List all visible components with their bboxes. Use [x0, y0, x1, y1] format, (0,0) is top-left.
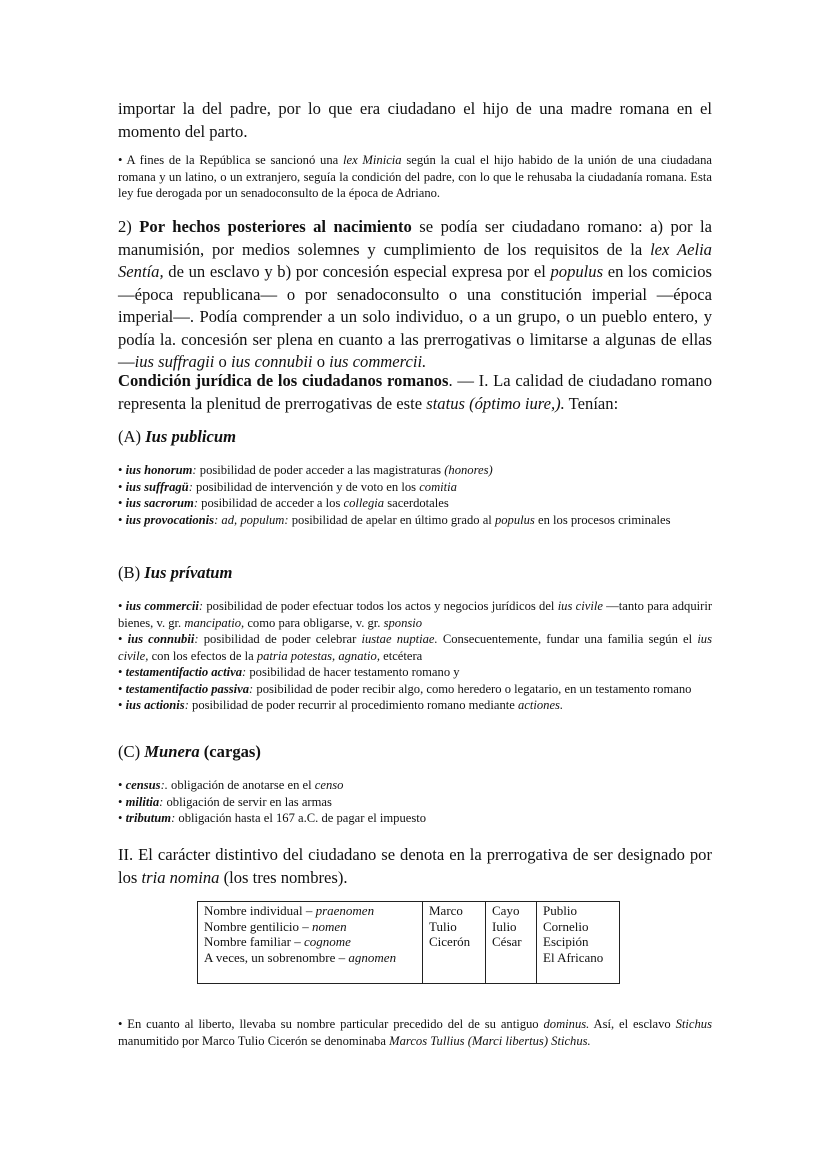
emphasis-text: agnomen — [348, 949, 397, 965]
text-run: posibilidad de hacer testamento romano y — [246, 665, 460, 679]
emphasis-text: dominus. — [543, 1017, 590, 1031]
text-run: de un esclavo y b) por concesión especial expresa por el — [163, 262, 551, 281]
table-cell-escipion — [537, 902, 620, 984]
text-run: Publio — [543, 903, 577, 918]
text-line — [204, 934, 416, 950]
heading-ius-privatum — [118, 562, 712, 584]
text-run: obligación de anotarse en el — [167, 778, 315, 792]
emphasis-text: militia — [125, 794, 160, 809]
text-run: Cayo — [492, 903, 520, 918]
emphasis-text: lex Aelia Sentía, — [118, 239, 712, 281]
text-run: Cicerón — [429, 934, 471, 949]
text-run: —tanto para adquirir bienes, v. gr. — [118, 599, 713, 630]
emphasis-text: ius provocationis — [125, 512, 215, 527]
emphasis-text: ius commercii. — [329, 352, 427, 371]
text-run: en los procesos criminales — [534, 512, 671, 527]
text-line — [543, 903, 613, 919]
text-run: Consecuentemente, fundar una familia según el — [437, 632, 698, 646]
text-line — [118, 741, 712, 763]
text-run: El Africano — [543, 949, 604, 965]
text-line — [118, 794, 712, 811]
emphasis-text: populus — [550, 262, 604, 281]
text-run: en los comicios —época republicana— o por senadoconsulto o una constitución imperial —época imperial—. Podía comprender a un solo individuo, o a un grupo, o un pueblo entero, y podía la. concesión ser plena en cuanto a las prerrogativas o limitarse a algunas de ellas — — [118, 262, 712, 371]
emphasis-text: ius sacrorum — [125, 496, 194, 510]
text-run: posibilidad de poder recibir algo, como heredero o legatario, en un testamento romano — [253, 681, 692, 696]
text-line — [118, 152, 712, 202]
note-lex-minicia — [118, 152, 712, 202]
emphasis-text: sponsio — [383, 615, 423, 630]
emphasis-text: : — [193, 496, 199, 510]
text-run: Tenían: — [564, 393, 619, 413]
text-line — [118, 1016, 712, 1049]
text-run: 2) — [118, 217, 140, 236]
heading-munera — [118, 741, 712, 763]
text-run: • — [118, 496, 126, 510]
text-run: posibilidad de poder celebrar — [198, 632, 362, 646]
text-line — [118, 512, 712, 529]
tria-nomina-table — [197, 901, 620, 984]
text-run: Marco — [429, 903, 463, 918]
text-line — [118, 495, 712, 512]
text-run: obligación de servir en las armas — [163, 794, 332, 809]
emphasis-text: ius actionis — [125, 698, 185, 712]
text-run: Nombre individual – — [204, 903, 316, 918]
text-run: • — [118, 463, 126, 477]
text-run: (los tres nombres). — [219, 867, 348, 887]
emphasis-text: :. — [160, 778, 168, 792]
emphasis-text: ius civile, — [118, 632, 713, 663]
emphasis-text: : — [249, 681, 254, 696]
text-run: • En cuanto al liberto, llevaba su nombre particular precedido del de su antiguo — [118, 1017, 544, 1031]
text-run: César — [492, 934, 522, 949]
note-liberto — [118, 1016, 712, 1049]
text-run: Iulio — [492, 918, 517, 934]
emphasis-text: : — [192, 463, 197, 477]
text-line — [118, 631, 712, 664]
text-run: o — [312, 352, 330, 371]
emphasis-text: census — [125, 778, 161, 792]
text-run: Tulio — [429, 918, 457, 934]
text-run: obligación hasta el 167 a.C. de pagar el impuesto — [175, 811, 427, 825]
text-line — [118, 479, 712, 496]
text-line — [118, 664, 712, 681]
text-run: • — [118, 632, 128, 646]
text-run: posibilidad de intervención y de voto en los — [192, 479, 420, 494]
emphasis-text: praenomen — [315, 903, 375, 918]
text-line — [543, 934, 613, 950]
text-line — [543, 919, 613, 935]
text-run: • — [118, 794, 126, 809]
table-row — [198, 902, 620, 984]
emphasis-text: ius civile — [557, 599, 603, 613]
text-run: • — [118, 811, 126, 825]
emphasis-text: : — [194, 632, 199, 646]
emphasis-text: : — [171, 811, 176, 825]
emphasis-text: ius commercii — [125, 599, 199, 613]
emphasis-text: Condición jurídica de los ciudadanos romanos — [118, 371, 449, 390]
text-line — [204, 950, 416, 966]
text-line — [118, 681, 712, 698]
text-line — [118, 777, 712, 794]
text-line — [118, 697, 712, 714]
emphasis-text: tria nomina — [141, 867, 220, 887]
emphasis-text: Por hechos posteriores al nacimiento — [139, 217, 412, 236]
text-line — [429, 919, 479, 935]
text-run: etcétera — [379, 648, 423, 663]
text-run: • — [118, 778, 126, 792]
text-run: sacerdotales — [384, 496, 449, 510]
table-cell-cesar — [486, 902, 537, 984]
text-run: . — I. La calidad de ciudadano romano representa la plenitud de prerrogativas de este — [118, 371, 712, 413]
text-run: (B) — [118, 563, 145, 582]
text-run: posibilidad de acceder a los — [198, 496, 344, 510]
text-run: • — [118, 479, 126, 494]
text-run: posibilidad de poder efectuar todos los actos y negocios jurídicos del — [203, 599, 558, 613]
text-run: A veces, un sobrenombre – — [204, 949, 349, 965]
text-run: • — [118, 512, 126, 527]
text-line — [492, 903, 530, 919]
text-run: con los efectos de la — [148, 648, 257, 663]
text-run: • A fines de la República se sancionó una — [118, 153, 343, 167]
text-run: (C) — [118, 742, 145, 761]
emphasis-text: ius connubii — [230, 352, 313, 371]
emphasis-text: : ad, populum: — [214, 512, 289, 527]
text-line — [118, 462, 712, 479]
table-cell-name-types — [198, 902, 423, 984]
text-line — [118, 370, 712, 415]
text-line — [429, 903, 479, 919]
text-run: • — [118, 599, 126, 613]
emphasis-text: : — [159, 794, 164, 809]
text-run: • — [118, 681, 126, 696]
text-line — [118, 598, 712, 631]
emphasis-text: : — [184, 698, 189, 712]
paragraph-tria-nomina — [118, 844, 712, 889]
emphasis-text: iustae nuptiae. — [361, 632, 438, 646]
emphasis-text: (cargas) — [199, 742, 261, 761]
table-cell-ciceron — [423, 902, 486, 984]
text-run: Nombre familiar – — [204, 934, 304, 949]
text-run: según la cual el hijo habido de la unión de una ciudadana romana y un latino, o un extranjero, seguía la condición del padre, con lo que le rehusaba la ciudadanía romana. Esta ley fue derogada por un senadoconsulto de la época de Adriano. — [118, 153, 713, 200]
text-line — [118, 216, 712, 374]
emphasis-text: testamentifactio activa — [125, 665, 243, 679]
text-line — [543, 950, 613, 966]
text-run: • — [118, 698, 126, 712]
text-line — [204, 919, 416, 935]
emphasis-text: Munera — [144, 742, 200, 761]
emphasis-text: nomen — [311, 918, 347, 934]
emphasis-text: comitia — [419, 479, 457, 494]
emphasis-text: ius connubii — [127, 632, 195, 646]
text-run: como para obligarse, v. gr. — [244, 615, 384, 630]
text-run: II. El carácter distintivo del ciudadano se denota en la prerrogativa de ser designado por los — [118, 845, 712, 887]
text-line — [492, 919, 530, 935]
text-line — [492, 934, 530, 950]
text-run: • — [118, 665, 126, 679]
text-line — [118, 562, 712, 584]
text-run: (A) — [118, 427, 146, 446]
text-run: posibilidad de poder acceder a las magistraturas — [196, 463, 445, 477]
text-line — [118, 426, 712, 448]
emphasis-text: status (óptimo iure,). — [426, 393, 565, 413]
emphasis-text: (honores) — [444, 463, 493, 477]
emphasis-text: Ius prívatum — [144, 563, 233, 582]
emphasis-text: censo — [314, 778, 344, 792]
text-run: manumitido por Marco Tulio Cicerón se denominaba — [118, 1033, 390, 1048]
list-ius-privatum — [118, 598, 712, 714]
text-line — [204, 903, 416, 919]
emphasis-text: Marcos Tullius (Marci libertus) Stichus. — [389, 1033, 591, 1048]
emphasis-text: populus — [494, 512, 535, 527]
text-run: posibilidad de apelar en último grado al — [288, 512, 495, 527]
text-run: posibilidad de poder recurrir al procedimiento romano mediante — [188, 698, 518, 712]
text-line — [429, 934, 479, 950]
emphasis-text: Stichus — [675, 1017, 712, 1031]
paragraph-continuation — [118, 98, 712, 143]
emphasis-text: cognome — [304, 934, 351, 949]
text-line — [118, 844, 712, 889]
paragraph-condicion-juridica — [118, 370, 712, 415]
list-ius-publicum — [118, 462, 712, 528]
paragraph-hechos-posteriores — [118, 216, 712, 374]
emphasis-text: patria potestas, agnatio, — [256, 648, 380, 663]
emphasis-text: ius suffragii — [134, 352, 215, 371]
emphasis-text: ius suffragü — [125, 479, 189, 494]
text-run: o — [214, 352, 231, 371]
emphasis-text: lex Minicia — [342, 153, 402, 167]
text-run: importar la del padre, por lo que era ciudadano el hijo de una madre romana en el momento del parto. — [118, 99, 712, 141]
emphasis-text: mancipatio, — [184, 615, 245, 630]
text-line — [118, 98, 712, 143]
emphasis-text: : — [188, 479, 193, 494]
emphasis-text: : — [242, 665, 247, 679]
emphasis-text: : — [198, 599, 204, 613]
text-line — [118, 810, 712, 827]
text-run: se podía ser ciudadano romano: a) por la manumisión, por medios solemnes y cumplimiento de los requisitos de la — [118, 217, 712, 259]
text-run: Así, el esclavo — [589, 1017, 676, 1031]
text-run: Escipión — [543, 934, 589, 949]
text-run: Nombre gentilicio – — [204, 918, 312, 934]
emphasis-text: tributum — [125, 811, 172, 825]
emphasis-text: actiones. — [517, 698, 564, 712]
text-run: Cornelio — [543, 918, 589, 934]
emphasis-text: ius honorum — [125, 463, 193, 477]
list-munera — [118, 777, 712, 827]
emphasis-text: Ius publicum — [145, 427, 237, 446]
emphasis-text: testamentifactio passiva — [125, 681, 250, 696]
emphasis-text: collegia — [343, 496, 385, 510]
heading-ius-publicum — [118, 426, 712, 448]
